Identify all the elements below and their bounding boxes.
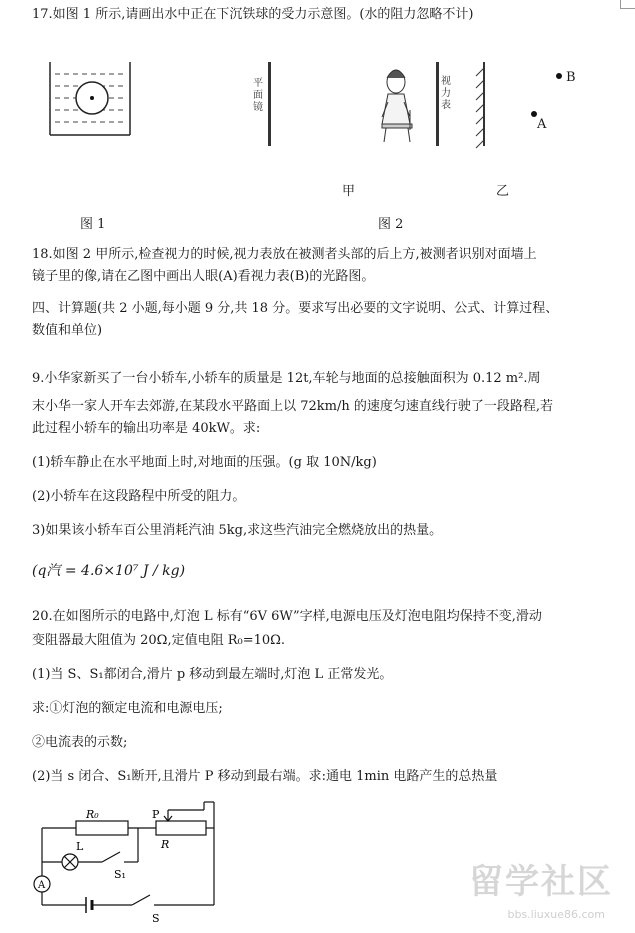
wall-hatch: [476, 62, 484, 148]
plane-mirror: [268, 62, 271, 146]
fig1-caption: 图 1: [80, 217, 106, 232]
fig2-yi-diagram: [520, 66, 590, 136]
section4-line-1: 四、计算题(共 2 小题,每小题 9 分,共 18 分。要求写出必要的文字说明、公式、计算过程、: [32, 301, 559, 316]
q17-text: 17.如图 1 所示,请画出水中正在下沉铁球的受力示意图。(水的阻力忽略不计): [32, 7, 474, 22]
slider-p-label: P: [152, 808, 160, 821]
q19-part-3: 3)如果该小轿车百公里消耗汽油 5kg,求这些汽油完全燃烧放出的热量。: [32, 523, 443, 538]
q20-ask-1: 求:①灯泡的额定电流和电源电压;: [32, 701, 223, 716]
q19-line-1: 9.小华家新买了一台小轿车,小轿车的质量是 12t,车轮与地面的总接触面积为 0.12 m².周: [32, 371, 541, 386]
switch-s1-label: S₁: [114, 868, 126, 881]
ammeter-label: A: [38, 880, 46, 891]
q19-line-2: 末小华一家人开车去郊游,在某段水平路面上以 72km/h 的速度匀速直线行驶了一段路程,若: [32, 399, 554, 414]
q20-part-1: (1)当 S、S₁都闭合,滑片 p 移动到最左端时,灯泡 L 正常发光。: [32, 667, 393, 682]
r0-resistor: [76, 821, 128, 835]
point-b-label: B: [566, 70, 576, 85]
q20-line-2: 变阻器最大阻值为 20Ω,定值电阻 R₀=10Ω.: [32, 633, 286, 648]
page-corner-mark: [620, 0, 635, 9]
rheostat-label: R: [161, 838, 170, 851]
chart-label: 视力表: [441, 76, 451, 111]
q20-ask-2: ②电流表的示数;: [32, 735, 128, 750]
watermark-logo: 留学社区: [469, 862, 613, 902]
switch-s: [132, 895, 150, 905]
mirror-label: 平面镜: [253, 78, 263, 113]
q18-line-2: 镜子里的像,请在乙图中画出人眼(A)看视力表(B)的光路图。: [32, 269, 375, 284]
gasoline-heat-value-formula: (q汽 = 4.6×10⁷ J / kg): [32, 563, 186, 579]
r0-label: R₀: [86, 808, 99, 821]
point-b-dot: [556, 73, 562, 79]
q18-line-1: 18.如图 2 甲所示,检查视力的时候,视力表放在被测者头部的后上方,被测者识别对面墙上: [32, 247, 537, 262]
circuit-diagram: [28, 800, 228, 925]
switch-s-label: S: [152, 912, 160, 925]
switch-s1: [102, 852, 120, 862]
q20-line-1: 20.在如图所示的电路中,灯泡 L 标有“6V 6W”字样,电源电压及灯泡电阻均保持不变,滑动: [32, 609, 542, 624]
lamp-label: L: [76, 840, 84, 853]
eye-chart-board: [436, 62, 439, 146]
fig2-left-label: 甲: [342, 184, 356, 199]
seated-person: [382, 70, 412, 142]
watermark-url: bbs.liuxue86.com: [507, 908, 605, 921]
fig1-beaker-diagram: [45, 60, 135, 140]
q19-line-3: 此过程小轿车的输出功率是 40kW。求:: [32, 421, 261, 436]
q19-part-1: (1)轿车静止在水平地面上时,对地面的压强。(g 取 10N/kg): [32, 455, 377, 470]
point-a-label: A: [537, 117, 547, 132]
fig2-caption: 图 2: [378, 217, 404, 232]
rheostat-r: [156, 821, 206, 835]
q20-part-2: (2)当 s 闭合、S₁断开,且滑片 P 移动到最右端。求:通电 1min 电路产生的总热量: [32, 769, 498, 784]
section4-line-2: 数值和单位): [32, 323, 103, 338]
q19-part-2: (2)小轿车在这段路程中所受的阻力。: [32, 489, 246, 504]
fig2-right-label: 乙: [496, 184, 510, 199]
fig2-jia-diagram: [258, 62, 498, 150]
